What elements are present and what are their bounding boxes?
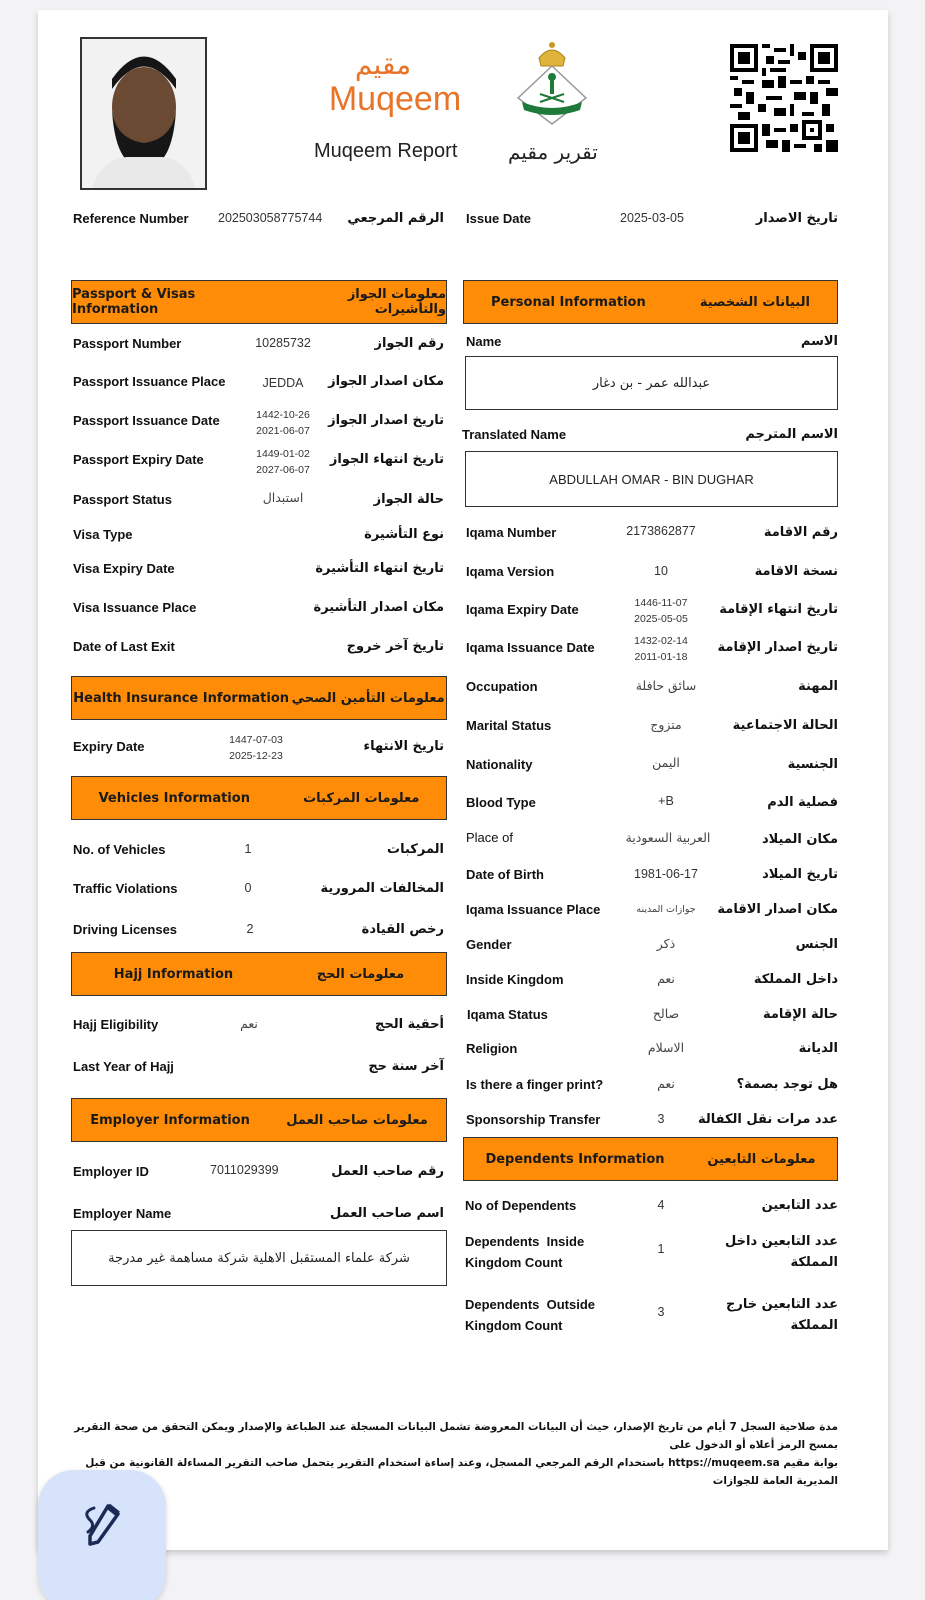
field-label: Driving Licenses <box>73 922 178 937</box>
field-label-ar: نسخة الاقامة <box>754 564 838 579</box>
field-label-ar: رخص القيادة <box>361 922 444 937</box>
field-value: 1 <box>244 842 252 856</box>
person-photo-icon <box>82 39 205 188</box>
gregorian-date: 2027-06-07 <box>256 464 310 476</box>
field-label-ar: حالة الجواز <box>373 492 444 507</box>
health-section-title-en: Health Insurance Information <box>73 690 290 706</box>
field-label-line: المملكة <box>790 1255 838 1270</box>
employer-name-label-ar: اسم صاحب العمل <box>329 1206 444 1221</box>
field-value: استبدال <box>262 490 304 505</box>
field-label: Last Year of Hajj <box>73 1059 174 1074</box>
field-label: Date of Last Exit <box>73 639 175 654</box>
field-label: Iqama Status <box>467 1007 548 1022</box>
hajj-section-title-ar: معلومات الحج <box>316 966 405 982</box>
hajj-section-header <box>71 952 447 996</box>
field-value: JEDDA <box>262 376 304 390</box>
employer-id-label-ar: رقم صاحب العمل <box>331 1164 444 1179</box>
field-label <box>465 1294 595 1336</box>
field-value: 1981-06-17 <box>634 867 698 881</box>
employer-id-label: Employer ID <box>73 1164 149 1179</box>
field-label: Hajj Eligibility <box>73 1017 159 1032</box>
employer-section-title-ar: معلومات صاحب العمل <box>286 1112 428 1128</box>
annotate-fab-button[interactable] <box>38 1470 166 1600</box>
gregorian-date: 2011-01-18 <box>634 651 688 663</box>
field-label-ar: مكان اصدار الجواز <box>328 374 444 389</box>
field-label-ar: الجنسية <box>787 757 838 772</box>
field-label: Iqama Issuance Date <box>466 640 595 655</box>
field-value: 10 <box>654 564 668 578</box>
field-label-ar: الديانة <box>798 1041 838 1056</box>
employer-section-title-en: Employer Information <box>90 1112 250 1128</box>
field-value <box>606 633 716 665</box>
field-label-ar: الحالة الاجتماعية <box>732 718 838 733</box>
passport-section-header <box>71 280 447 324</box>
hajj-section-title-en: Hajj Information <box>113 966 234 982</box>
dependents-section-title-ar: معلومات التابعين <box>707 1151 816 1167</box>
field-label-ar: أحقية الحج <box>375 1017 444 1032</box>
field-label: Inside Kingdom <box>466 972 564 987</box>
field-value: 4 <box>657 1198 665 1212</box>
employer-section-header <box>71 1098 447 1142</box>
hijri-date: 1442-10-26 <box>256 409 310 421</box>
field-label-ar: تاريخ اصدار الإقامة <box>717 640 838 655</box>
reference-number-label: Reference Number <box>73 211 189 226</box>
health-section-title-ar: معلومات التأمين الصحي <box>291 690 445 706</box>
field-label-ar: المخالفات المرورية <box>320 881 444 896</box>
field-label: Sponsorship Transfer <box>466 1112 601 1127</box>
employer-id-value: 7011029399 <box>210 1163 279 1177</box>
field-label: Passport Issuance Place <box>73 374 226 389</box>
field-value: سائق حافلة <box>635 678 697 693</box>
field-label: Gender <box>466 937 512 952</box>
field-label-ar: المركبات <box>387 842 444 857</box>
health-section-header <box>71 676 447 720</box>
gregorian-date: 2025-12-23 <box>229 750 283 762</box>
muqeem-report-page <box>38 10 888 1550</box>
field-label-line: Kingdom Count <box>465 1318 563 1333</box>
field-value: الاسلام <box>647 1040 685 1055</box>
field-value <box>233 407 333 439</box>
field-label-ar: نوع التأشيرة <box>364 527 444 542</box>
vehicles-section-title-ar: معلومات المركبات <box>303 790 420 806</box>
name-box: عبدالله عمر - بن دغار <box>465 356 838 410</box>
field-label: Iqama Number <box>466 525 557 540</box>
field-label-ar: فصلية الدم <box>767 795 838 810</box>
field-label-ar: هل توجد بصمة؟ <box>736 1077 838 1092</box>
field-value: ذكر <box>656 936 676 951</box>
field-value <box>206 732 306 764</box>
field-label: Blood Type <box>466 795 536 810</box>
field-label-ar: مكان اصدار الاقامة <box>717 902 838 917</box>
field-value <box>233 446 333 478</box>
field-label-ar: تاريخ الانتهاء <box>363 739 444 754</box>
field-label: Nationality <box>466 757 533 772</box>
field-label-ar: الجنس <box>795 937 838 952</box>
field-label-line: عدد التابعين داخل <box>725 1234 838 1249</box>
field-label-ar <box>725 1231 838 1273</box>
hijri-date: 1449-01-02 <box>256 448 310 460</box>
field-label: Passport Expiry Date <box>73 452 204 467</box>
field-label-ar: داخل المملكة <box>753 972 838 987</box>
vehicles-section-title-en: Vehicles Information <box>98 790 250 806</box>
field-label: Visa Issuance Place <box>73 600 197 615</box>
qr-code-icon[interactable] <box>730 44 838 152</box>
logo-english: Muqeem <box>328 80 462 118</box>
field-value: نعم <box>657 1076 675 1091</box>
field-label-ar: تاريخ انتهاء الإقامة <box>719 602 838 617</box>
passport-section-title-ar: معلومات الجواز والتأشيرات <box>347 287 446 317</box>
field-label: Passport Number <box>73 336 182 351</box>
field-label: Traffic Violations <box>73 881 178 896</box>
footer-line-2: بوابة مقيم https://muqeem.sa باستخدام الرقم المرجعي المسجل، وعند إساءة استخدام التقرير يتحمل صاحب التقرير المساءلة القانونية من قبل المديرية العامة للجوازات <box>85 1457 838 1487</box>
translated-name-box: ABDULLAH OMAR - BIN DUGHAR <box>465 451 838 507</box>
field-value: 2 <box>246 922 254 936</box>
field-label: Visa Expiry Date <box>73 561 175 576</box>
field-label: Marital Status <box>466 718 552 733</box>
field-value <box>606 595 716 627</box>
personal-section-title-en: Personal Information <box>491 294 646 310</box>
issue-date-value: 2025-03-05 <box>620 211 684 225</box>
reference-number-value: 202503058775744 <box>218 211 323 225</box>
name-label: Name <box>466 334 502 349</box>
field-label-line: Kingdom Count <box>465 1255 563 1270</box>
hijri-date: 1446-11-07 <box>634 597 688 609</box>
field-label: Is there a finger print? <box>466 1077 604 1092</box>
field-label-line: Dependents Outside <box>465 1297 596 1312</box>
field-value: جوازات المدينه <box>636 904 696 915</box>
field-label-ar: عدد مرات نقل الكفالة <box>697 1112 838 1127</box>
field-label-line: المملكة <box>790 1318 838 1333</box>
field-label: No. of Vehicles <box>73 842 166 857</box>
field-label-line: عدد التابعين خارج <box>726 1297 838 1312</box>
hijri-date: 1432-02-14 <box>634 635 688 647</box>
field-value: 10285732 <box>255 336 311 350</box>
name-label-ar: الاسم <box>800 334 838 349</box>
gregorian-date: 2025-05-05 <box>634 613 688 625</box>
logo-arabic: مقيم <box>354 48 412 81</box>
field-label-ar: مكان الميلاد <box>761 832 838 847</box>
field-label-ar: عدد التابعين <box>761 1198 838 1213</box>
field-label: Religion <box>466 1041 518 1056</box>
translated-name-label-ar: الاسم المترجم <box>745 427 838 442</box>
field-label-ar: تاريخ انتهاء الجواز <box>329 452 444 467</box>
field-label: Expiry Date <box>73 739 145 754</box>
reference-number-label-ar: الرقم المرجعي <box>347 211 444 226</box>
field-label: No of Dependents <box>465 1198 577 1213</box>
footer-line-1: مدة صلاحية السجل 7 أيام من تاريخ الإصدار، حيث أن البيانات المعروضة تشمل البيانات المسجلة عند الطباعة والإصدار ويمكن التحقق من صحة التقرير بمسح الرمز أعلاه أو الدخول على <box>74 1421 838 1451</box>
field-label: Date of Birth <box>466 867 544 882</box>
field-value: 2173862877 <box>626 524 696 538</box>
dependents-section-header <box>463 1137 838 1181</box>
report-title-ar: تقرير مقيم <box>508 140 598 164</box>
field-label: Iqama Issuance Place <box>466 902 601 917</box>
field-label: Iqama Expiry Date <box>466 602 579 617</box>
edit-pen-icon <box>78 1500 126 1548</box>
field-label: Visa Type <box>73 527 133 542</box>
personal-section-header <box>463 280 838 324</box>
gregorian-date: 2021-06-07 <box>256 425 310 437</box>
field-label-ar: تاريخ انتهاء التأشيرة <box>315 561 444 576</box>
field-value: صالح <box>652 1006 680 1021</box>
field-value: العربية السعودية <box>625 830 711 845</box>
issue-date-label: Issue Date <box>466 211 532 226</box>
field-label-ar: آخر سنة حج <box>368 1059 444 1074</box>
field-label-line: Dependents Inside <box>465 1234 585 1249</box>
passport-section-title-en: Passport & Visas Information <box>72 287 196 317</box>
report-title-en: Muqeem Report <box>314 140 458 162</box>
field-label-ar <box>726 1294 838 1336</box>
field-label-ar: حالة الإقامة <box>762 1007 838 1022</box>
field-label-ar: تاريخ الميلاد <box>762 867 838 882</box>
hijri-date: 1447-07-03 <box>229 734 283 746</box>
field-label-ar: تاريخ اصدار الجواز <box>328 413 444 428</box>
footer-disclaimer <box>68 1418 838 1490</box>
resident-photo <box>80 37 207 190</box>
field-value: 0 <box>244 881 252 895</box>
vehicles-section-header <box>71 776 447 820</box>
field-value: 1 <box>657 1242 665 1256</box>
field-label-ar: رقم الاقامة <box>763 525 838 540</box>
field-value: اليمن <box>652 755 680 770</box>
personal-section-title-ar: البيانات الشخصية <box>699 294 810 310</box>
field-label: Passport Status <box>73 492 172 507</box>
field-label: Occupation <box>466 679 538 694</box>
translated-name-label: Translated Name <box>462 427 567 442</box>
field-label-ar: المهنة <box>798 679 838 694</box>
field-value: +B <box>658 794 674 808</box>
field-label-ar: رقم الجواز <box>374 336 444 351</box>
field-label: Passport Issuance Date <box>73 413 220 428</box>
field-value: نعم <box>240 1016 258 1031</box>
field-label: Place of <box>466 830 513 845</box>
field-label-ar: مكان اصدار التأشيرة <box>313 600 444 615</box>
field-value: 3 <box>657 1305 665 1319</box>
dependents-section-title-en: Dependents Information <box>485 1151 665 1167</box>
field-value: 3 <box>657 1112 665 1126</box>
field-label <box>465 1231 584 1273</box>
employer-name-box: شركة علماء المستقبل الاهلية شركة مساهمة غير مدرجة <box>71 1230 447 1286</box>
jawazat-emblem-icon <box>514 36 590 126</box>
issue-date-label-ar: تاريخ الاصدار <box>755 211 838 226</box>
field-label-ar: تاريخ آخر خروج <box>346 639 444 654</box>
field-label: Iqama Version <box>466 564 555 579</box>
field-value: نعم <box>657 971 675 986</box>
field-value: متزوج <box>650 717 682 732</box>
employer-name-label: Employer Name <box>73 1206 172 1221</box>
